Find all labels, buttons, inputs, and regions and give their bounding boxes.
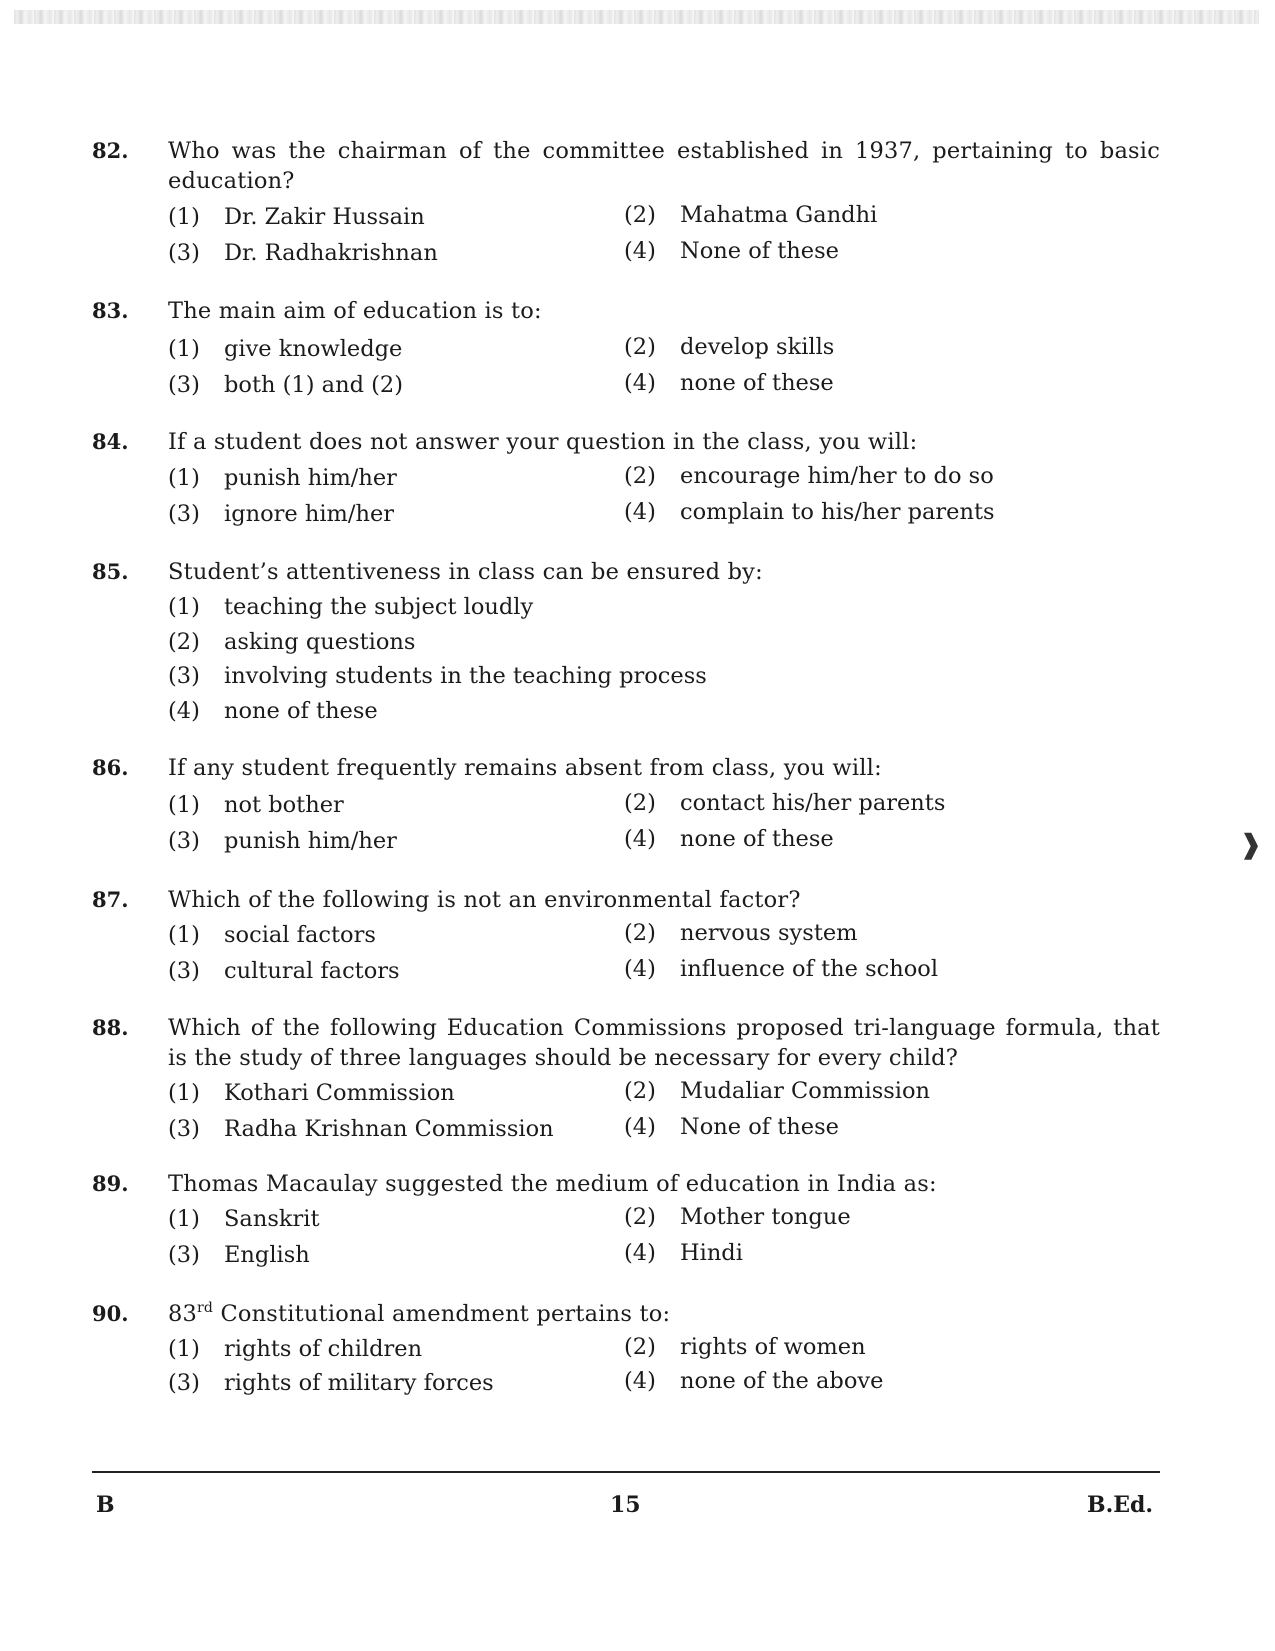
question-text: The main aim of education is to:: [168, 298, 542, 324]
option-text: develop skills: [680, 334, 835, 360]
option-index: (4): [624, 1114, 656, 1140]
option-index: (1): [168, 1336, 200, 1362]
option-index: (3): [168, 372, 200, 398]
question-text: [168, 1299, 1160, 1329]
question-number: 87.: [92, 887, 129, 912]
option-text: Hindi: [680, 1240, 743, 1266]
option-text: none of these: [224, 698, 378, 724]
question-text: Who was the chairman of the committee established in 1937, pertaining to basic education?: [168, 138, 1160, 194]
option-index: (4): [624, 956, 656, 982]
option-index: (1): [168, 922, 200, 948]
option-index: (3): [168, 663, 200, 689]
question-number: 86.: [92, 755, 129, 780]
option-text: Mudaliar Commission: [680, 1078, 931, 1104]
option-text: asking questions: [224, 629, 416, 655]
option-text: Radha Krishnan Commission: [224, 1116, 554, 1142]
question-text: Thomas Macaulay suggested the medium of education in India as:: [168, 1171, 937, 1197]
option-text: both (1) and (2): [224, 372, 403, 398]
option-index: (2): [624, 202, 656, 228]
option-index: (2): [624, 1204, 656, 1230]
option-index: (3): [168, 1242, 200, 1268]
question-text: Which of the following Education Commissions proposed tri-language formula, that is the study of three languages should be necessary for every child?: [168, 1015, 1160, 1071]
option-index: (3): [168, 1116, 200, 1142]
option-text: Mother tongue: [680, 1204, 851, 1230]
option-index: (2): [168, 629, 200, 655]
question-number: 85.: [92, 559, 129, 584]
option-text: punish him/her: [224, 465, 397, 491]
question-text: Which of the following is not an environmental factor?: [168, 887, 801, 913]
question-number: 89.: [92, 1171, 129, 1196]
option-text: encourage him/her to do so: [680, 463, 994, 489]
option-index: (2): [624, 920, 656, 946]
option-text: influence of the school: [680, 956, 939, 982]
question-number: 83.: [92, 298, 129, 323]
option-index: (2): [624, 790, 656, 816]
option-text: rights of women: [680, 1334, 866, 1360]
question-text: If a student does not answer your question in the class, you will:: [168, 429, 918, 455]
option-index: (2): [624, 1078, 656, 1104]
option-index: (1): [168, 465, 200, 491]
option-index: (4): [168, 698, 200, 724]
question-text: If any student frequently remains absent from class, you will:: [168, 755, 882, 781]
option-index: (4): [624, 826, 656, 852]
option-index: (3): [168, 501, 200, 527]
option-text: not bother: [224, 792, 344, 818]
option-index: (4): [624, 370, 656, 396]
ordinal-suffix: rd: [197, 1300, 214, 1316]
option-text: None of these: [680, 238, 839, 264]
footer-booklet-code: B: [96, 1492, 115, 1518]
margin-mark: ❱: [1240, 830, 1262, 860]
option-index: (3): [168, 1370, 200, 1396]
option-text: give knowledge: [224, 336, 403, 362]
option-text: teaching the subject loudly: [224, 594, 534, 620]
question-number: 84.: [92, 429, 129, 454]
option-index: (1): [168, 792, 200, 818]
option-text: none of the above: [680, 1368, 884, 1394]
option-text: None of these: [680, 1114, 839, 1140]
option-index: (4): [624, 238, 656, 264]
option-index: (1): [168, 336, 200, 362]
option-text: involving students in the teaching process: [224, 663, 707, 689]
option-index: (1): [168, 1206, 200, 1232]
option-text: social factors: [224, 922, 376, 948]
option-text: nervous system: [680, 920, 858, 946]
option-text: Sanskrit: [224, 1206, 320, 1232]
question-number: 82.: [92, 138, 129, 163]
option-index: (1): [168, 594, 200, 620]
question-text-body: Constitutional amendment pertains to:: [213, 1301, 671, 1327]
scan-artifact-strip: [14, 10, 1259, 24]
option-text: Dr. Radhakrishnan: [224, 240, 438, 266]
option-text: none of these: [680, 826, 834, 852]
option-index: (2): [624, 463, 656, 489]
option-text: ignore him/her: [224, 501, 395, 527]
option-index: (4): [624, 1240, 656, 1266]
option-text: contact his/her parents: [680, 790, 946, 816]
option-index: (1): [168, 1080, 200, 1106]
option-text: Kothari Commission: [224, 1080, 455, 1106]
footer-divider: [92, 1471, 1160, 1473]
option-text: punish him/her: [224, 828, 397, 854]
question-number: 88.: [92, 1015, 129, 1040]
option-index: (3): [168, 958, 200, 984]
option-text: Mahatma Gandhi: [680, 202, 878, 228]
option-text: rights of military forces: [224, 1370, 494, 1396]
question-number: 90.: [92, 1301, 129, 1326]
option-index: (4): [624, 499, 656, 525]
question-text: Student’s attentiveness in class can be ensured by:: [168, 559, 763, 585]
option-index: (2): [624, 1334, 656, 1360]
option-index: (2): [624, 334, 656, 360]
option-index: (1): [168, 204, 200, 230]
option-text: English: [224, 1242, 310, 1268]
option-index: (3): [168, 828, 200, 854]
option-index: (3): [168, 240, 200, 266]
option-text: complain to his/her parents: [680, 499, 995, 525]
amendment-number: 83: [168, 1301, 198, 1327]
option-text: rights of children: [224, 1336, 423, 1362]
option-index: (4): [624, 1368, 656, 1394]
option-text: cultural factors: [224, 958, 400, 984]
option-text: none of these: [680, 370, 834, 396]
footer-page-number: 15: [610, 1492, 641, 1518]
footer-exam-name: B.Ed.: [1087, 1492, 1154, 1518]
option-text: Dr. Zakir Hussain: [224, 204, 425, 230]
